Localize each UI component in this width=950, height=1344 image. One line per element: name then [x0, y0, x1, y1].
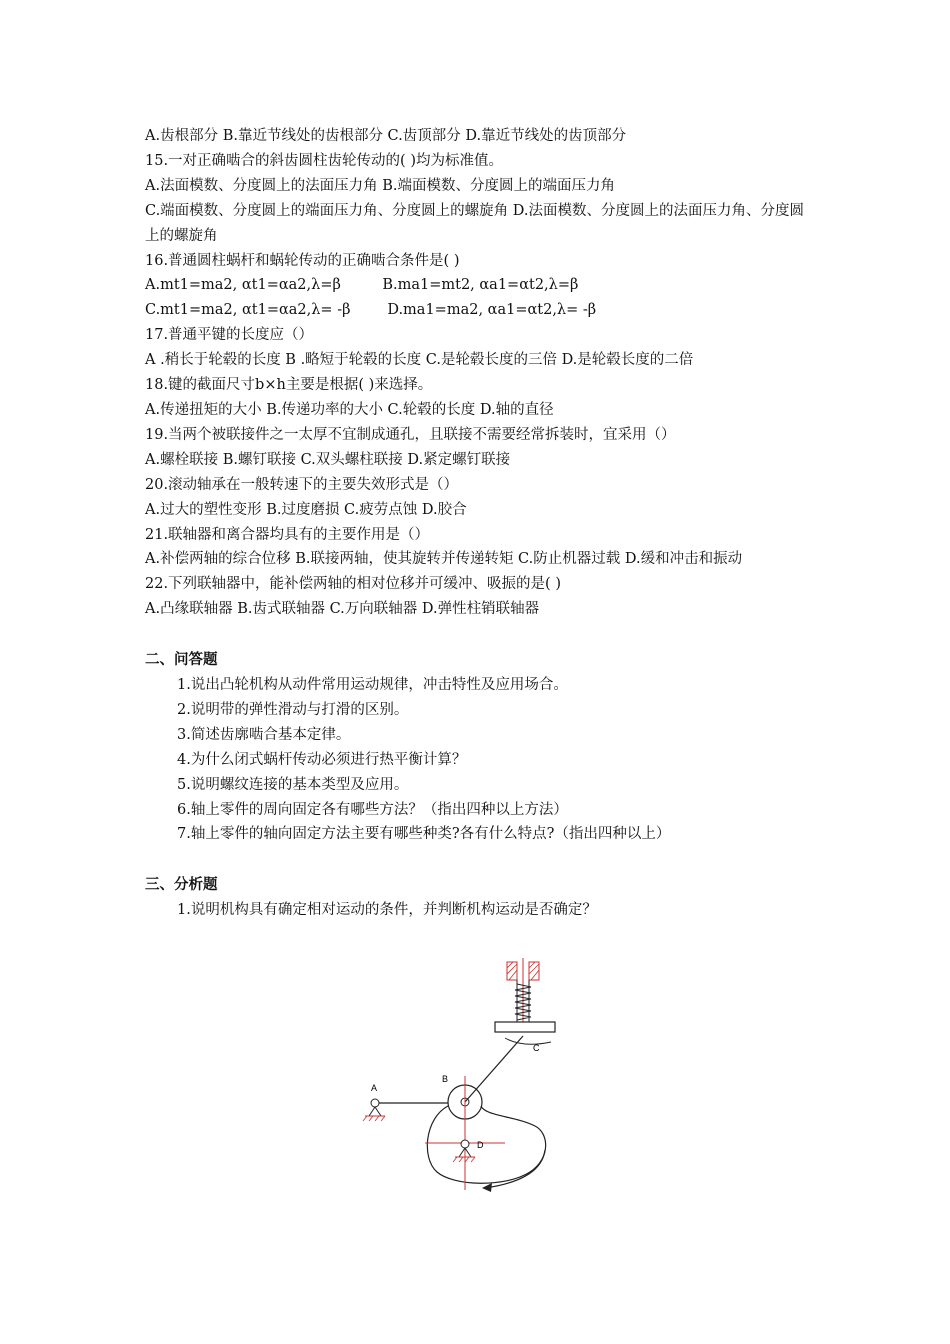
label-b: B [442, 1074, 449, 1084]
q16-stem: 16.普通圆柱蜗杆和蜗轮传动的正确啮合条件是( ) [145, 252, 460, 269]
q15-options-1: A.法面模数、分度圆上的法面压力角 B.端面模数、分度圆上的端面压力角 [145, 177, 615, 194]
follower-plate [495, 1022, 555, 1032]
label-c: C [533, 1043, 540, 1053]
qa-heading: 二、问答题 [145, 652, 218, 669]
analysis-heading: 三、分析题 [145, 877, 218, 894]
analysis-question-1: 1.说明机构具有确定相对运动的条件，并判断机构运动是否确定？ [177, 902, 597, 919]
label-a: A [371, 1083, 378, 1093]
q16-options-2: C.mt1=ma2, αt1=αa2,λ= -β D.ma1=ma2, αa1=αt2,λ= -β [145, 302, 597, 319]
mechanism-diagram [355, 958, 565, 1198]
q22-stem: 22.下列联轴器中，能补偿两轴的相对位移并可缓冲、吸振的是( ) [145, 576, 561, 593]
link-bc [465, 1036, 523, 1102]
q19-options: A.螺栓联接 B.螺钉联接 C.双头螺柱联接 D.紧定螺钉联接 [145, 451, 511, 468]
qa-item-7: 7.轴上零件的轴向固定方法主要有哪些种类?各有什么特点?（指出四种以上） [177, 826, 671, 843]
q15-options-2: C.端面模数、分度圆上的端面压力角、分度圆上的螺旋角 D.法面模数、分度圆上的法面压力角、分度圆上的螺旋角 [145, 202, 805, 244]
q16-options-1: A.mt1=ma2, αt1=αa2,λ=β B.ma1=mt2, αa1=αt2,λ=β [145, 277, 579, 294]
q18-options: A.传递扭矩的大小 B.传递功率的大小 C.轮毂的长度 D.轴的直径 [145, 401, 554, 418]
cam-profile [427, 1106, 545, 1183]
ground-pivot-a [363, 1099, 385, 1121]
q20-options: A.过大的塑性变形 B.过度磨损 C.疲劳点蚀 D.胶合 [145, 501, 467, 518]
qa-item-6: 6.轴上零件的周向固定各有哪些方法？（指出四种以上方法） [177, 801, 568, 818]
qa-item-3: 3.简述齿廓啮合基本定律。 [177, 726, 351, 743]
contact-curve [505, 1038, 551, 1044]
q20-stem: 20.滚动轴承在一般转速下的主要失效形式是（） [145, 476, 459, 493]
q22-options: A.凸缘联轴器 B.齿式联轴器 C.万向联轴器 D.弹性柱销联轴器 [145, 601, 540, 618]
q17-options: A .稍长于轮毂的长度 B .略短于轮毂的长度 C.是轮毂长度的三倍 D.是轮毂长度的二倍 [145, 352, 694, 369]
label-d: D [477, 1140, 484, 1150]
q18-stem: 18.键的截面尺寸b×h主要是根据( )来选择。 [145, 377, 433, 394]
q21-stem: 21.联轴器和离合器均具有的主要作用是（） [145, 526, 430, 543]
q15-stem: 15.一对正确啮合的斜齿圆柱齿轮传动的( )均为标准值。 [145, 152, 503, 169]
q19-stem: 19.当两个被联接件之一太厚不宜制成通孔，且联接不需要经常拆装时，宜采用（） [145, 426, 676, 443]
document-body [145, 124, 815, 923]
qa-item-2: 2.说明带的弹性滑动与打滑的区别。 [177, 701, 409, 718]
q21-options: A.补偿两轴的综合位移 B.联接两轴，使其旋转并传递转矩 C.防止机器过载 D.缓和冲击和振动 [145, 551, 743, 568]
rotation-arrow-head [482, 1183, 492, 1192]
q17-stem: 17.普通平键的长度应（） [145, 327, 314, 344]
mechanism-svg [355, 958, 565, 1198]
qa-item-4: 4.为什么闭式蜗杆传动必须进行热平衡计算？ [177, 751, 467, 768]
qa-item-5: 5.说明螺纹连接的基本类型及应用。 [177, 776, 409, 793]
qa-item-1: 1.说出凸轮机构从动件常用运动规律，冲击特性及应用场合。 [177, 677, 568, 694]
q14-options: A.齿根部分 B.靠近节线处的齿根部分 C.齿顶部分 D.靠近节线处的齿顶部分 [145, 128, 627, 144]
